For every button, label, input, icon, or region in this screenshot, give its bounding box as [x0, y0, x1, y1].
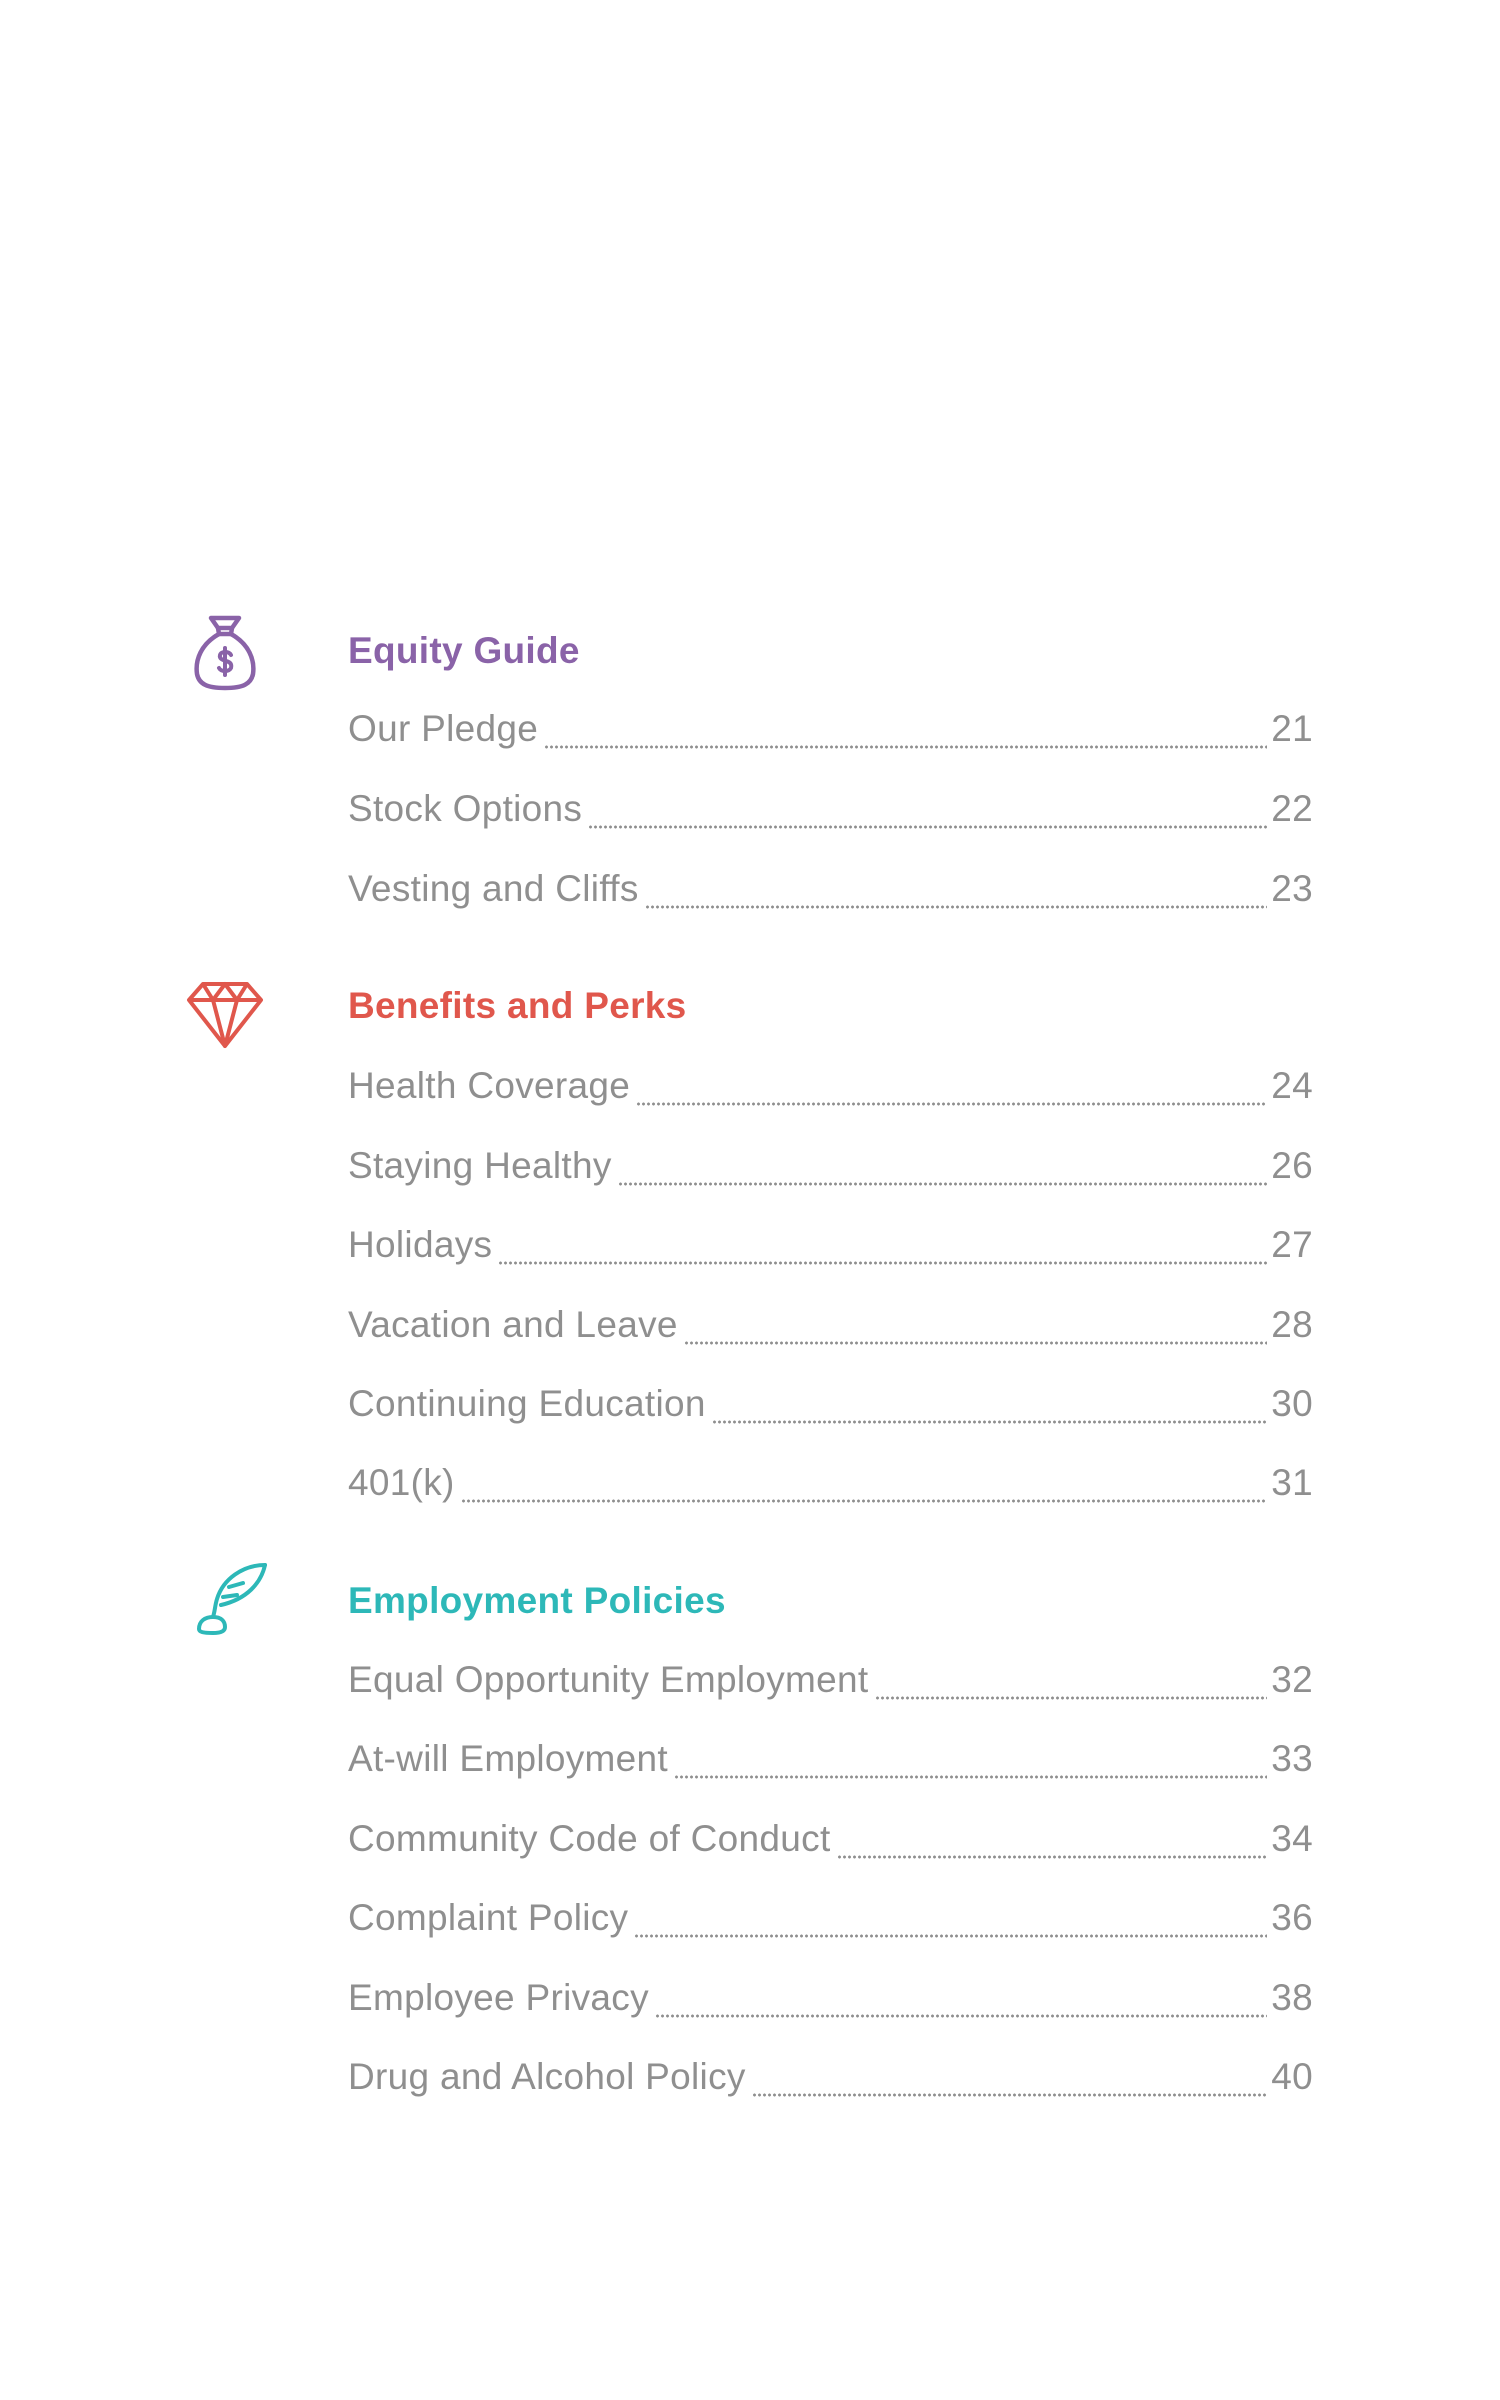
toc-entry[interactable]: [348, 868, 1313, 918]
toc-entry-page: 26: [1271, 1145, 1313, 1186]
toc-entry-label: Employee Privacy: [348, 1977, 649, 2018]
toc-entry-label: Vacation and Leave: [348, 1304, 678, 1345]
toc-entry-label: Continuing Education: [348, 1383, 706, 1424]
money-bag-icon: [183, 610, 267, 694]
toc-entry-label: Vesting and Cliffs: [348, 868, 639, 909]
dot-leader: [461, 1499, 1268, 1503]
dot-leader: [752, 2093, 1268, 2097]
toc-entry-page: 23: [1271, 868, 1313, 909]
toc-entry[interactable]: [348, 1738, 1313, 1788]
toc-entry-label: Staying Healthy: [348, 1145, 612, 1186]
dot-leader: [837, 1855, 1268, 1859]
toc-entry[interactable]: [348, 1897, 1313, 1947]
dot-leader: [498, 1261, 1267, 1265]
toc-entry[interactable]: [348, 708, 1313, 758]
diamond-icon: [183, 972, 267, 1056]
toc-entry[interactable]: [348, 788, 1313, 838]
toc-entry-label: Stock Options: [348, 788, 583, 829]
toc-entry-page: 30: [1271, 1383, 1313, 1424]
toc-entry-label: At-will Employment: [348, 1738, 668, 1779]
toc-entry[interactable]: [348, 1224, 1313, 1274]
toc-entry-page: 34: [1271, 1818, 1313, 1859]
toc-entry[interactable]: [348, 1659, 1313, 1709]
dot-leader: [634, 1934, 1267, 1938]
toc-entry-label: Community Code of Conduct: [348, 1818, 831, 1859]
toc-entry[interactable]: [348, 1065, 1313, 1115]
toc-entry[interactable]: [348, 1977, 1313, 2027]
dot-leader: [636, 1102, 1267, 1106]
toc-entry[interactable]: [348, 1383, 1313, 1433]
section-title: Equity Guide: [348, 630, 580, 671]
dot-leader: [674, 1775, 1267, 1779]
toc-entry-page: 31: [1271, 1462, 1313, 1503]
toc-entry[interactable]: [348, 1818, 1313, 1868]
section-title: Employment Policies: [348, 1580, 726, 1621]
section-title: Benefits and Perks: [348, 985, 687, 1026]
toc-entry-label: Holidays: [348, 1224, 493, 1265]
toc-entry-page: 32: [1271, 1659, 1313, 1700]
toc-entry[interactable]: [348, 1145, 1313, 1195]
toc-entry-label: Complaint Policy: [348, 1897, 629, 1938]
dot-leader: [655, 2014, 1267, 2018]
toc-entry-page: 36: [1271, 1897, 1313, 1938]
dot-leader: [588, 825, 1267, 829]
dot-leader: [645, 905, 1268, 909]
toc-entry-page: 21: [1271, 708, 1313, 749]
toc-entry[interactable]: [348, 1462, 1313, 1512]
toc-entry-page: 28: [1271, 1304, 1313, 1345]
toc-entry-page: 33: [1271, 1738, 1313, 1779]
dot-leader: [544, 745, 1267, 749]
toc-entry-label: Health Coverage: [348, 1065, 631, 1106]
toc-entry[interactable]: [348, 2056, 1313, 2106]
toc-entry-label: 401(k): [348, 1462, 455, 1503]
toc-entry-page: 27: [1271, 1224, 1313, 1265]
toc-entry-page: 22: [1271, 788, 1313, 829]
toc-entry-page: 40: [1271, 2056, 1313, 2097]
dot-leader: [684, 1341, 1267, 1345]
dot-leader: [618, 1182, 1268, 1186]
toc-entry-page: 24: [1271, 1065, 1313, 1106]
toc-entry-label: Our Pledge: [348, 708, 539, 749]
toc-entry[interactable]: [348, 1304, 1313, 1354]
toc-entry-label: Drug and Alcohol Policy: [348, 2056, 746, 2097]
dot-leader: [875, 1696, 1268, 1700]
toc-entry-page: 38: [1271, 1977, 1313, 2018]
dot-leader: [712, 1420, 1267, 1424]
quill-inkwell-icon: [183, 1555, 267, 1639]
toc-entry-label: Equal Opportunity Employment: [348, 1659, 869, 1700]
